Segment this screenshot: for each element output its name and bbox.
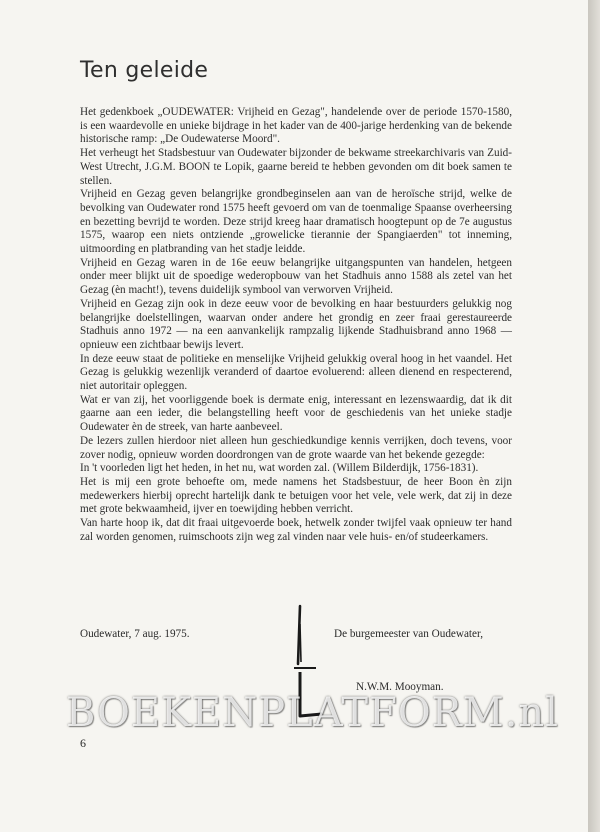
signer-name: N.W.M. Mooyman.	[356, 681, 444, 693]
paragraph: Vrijheid en Gezag geven belangrijke grondbeginselen aan van de heroïsche strijd, welke de bevolking van Oudewater rond 1575 heeft gevoerd om van de toenmalige Spaanse overheersing en bezetting bevrijd te worden. Deze strijd kreeg haar dramatisch hoogtepunt op de 7e augustus 1575, waarop een niets ontziende „growelicke tierannie der Spangiaerden" tot inneming, uitmoording en platbranding van het stadje leidde.	[80, 188, 512, 256]
page-number: 6	[80, 736, 86, 750]
quote-source: (Willem Bilderdijk, 1756-1831).	[332, 462, 479, 475]
paragraph: Vrijheid en Gezag waren in de 16e eeuw belangrijke uitgangspunten van handelen, hetgeen onder meer blijkt uit de spoedige wederopbouw van het Stadhuis anno 1588 als zetel van het Gezag (èn macht!), tevens duidelijk symbool van verworven Vrijheid.	[80, 256, 512, 297]
signer-title: De burgemeester van Oudewater,	[334, 628, 484, 640]
paragraph: Vrijheid en Gezag zijn ook in deze eeuw voor de bevolking en haar bestuurders gelukkig nog belangrijke doelstellingen, waarvan onder andere het grondig en zeer fraai gerestaureerde Stadhuis anno 1972 — na een aanvankelijk rampzalig lijkende Stadhuisbrand anno 1968 — opnieuw een zichtbaar bewijs levert.	[80, 297, 512, 351]
paragraph: De lezers zullen hierdoor niet alleen hun geschiedkundige kennis verrijken, doch tevens, voor zover nodig, opnieuw worden doordrongen van de grote waarde van het bekende gezegde:	[80, 434, 512, 461]
watermark: BOEKENPLATFORM.nl	[66, 690, 559, 736]
page-title: Ten geleide	[80, 58, 209, 83]
paragraph: Wat er van zij, het voorliggende boek is dermate enig, interessant en lezenswaardig, dat ik dit gaarne aan een ieder, die belangstelling heeft voor de geschiedenis van het unieke stadje Oudewater èn de streek, van harte aanbeveel.	[80, 393, 512, 434]
paragraph: Het gedenkboek „OUDEWATER: Vrijheid en Gezag", handelende over de periode 1570-1580, is een waardevolle en unieke bijdrage in het kader van de 400-jarige herdenking van de bekende historische ramp: „De Oudewaterse Moord".	[80, 106, 512, 146]
place-date: Oudewater, 7 aug. 1975.	[80, 628, 190, 640]
paragraph: Het verheugt het Stadsbestuur van Oudewater bijzonder de bekwame streekarchivaris van Zuid-West Utrecht, J.G.M. BOON te Lopik, gaarne bereid te hebben gevonden om dit boek samen te stellen.	[80, 147, 512, 187]
quote-text: In 't voorleden ligt het heden, in het nu, wat worden zal.	[80, 462, 330, 475]
quote	[80, 462, 512, 476]
paragraph: In deze eeuw staat de politieke en menselijke Vrijheid gelukkig overal hoog in het vaandel. Het Gezag is gelukkig wezenlijk veranderd of daartoe evoluerend: alleen dienend en respecterend, niet autoritair opleggen.	[80, 352, 512, 393]
paragraph: Van harte hoop ik, dat dit fraai uitgevoerde boek, hetwelk zonder twijfel vaak opnieuw ter hand zal worden genomen, ruimschoots zijn weg zal vinden naar vele huis- en/of studeerkamers.	[80, 517, 512, 543]
body-text	[80, 106, 512, 545]
paragraph: Het is mij een grote behoefte om, mede namens het Stadsbestuur, de heer Boon èn zijn medewerkers hierbij oprecht hartelijk dank te betuigen voor het vele, vele werk, dat zij in deze met grote bekwaamheid, ijver en toewijding hebben verricht.	[80, 475, 512, 516]
book-edge	[588, 0, 600, 832]
